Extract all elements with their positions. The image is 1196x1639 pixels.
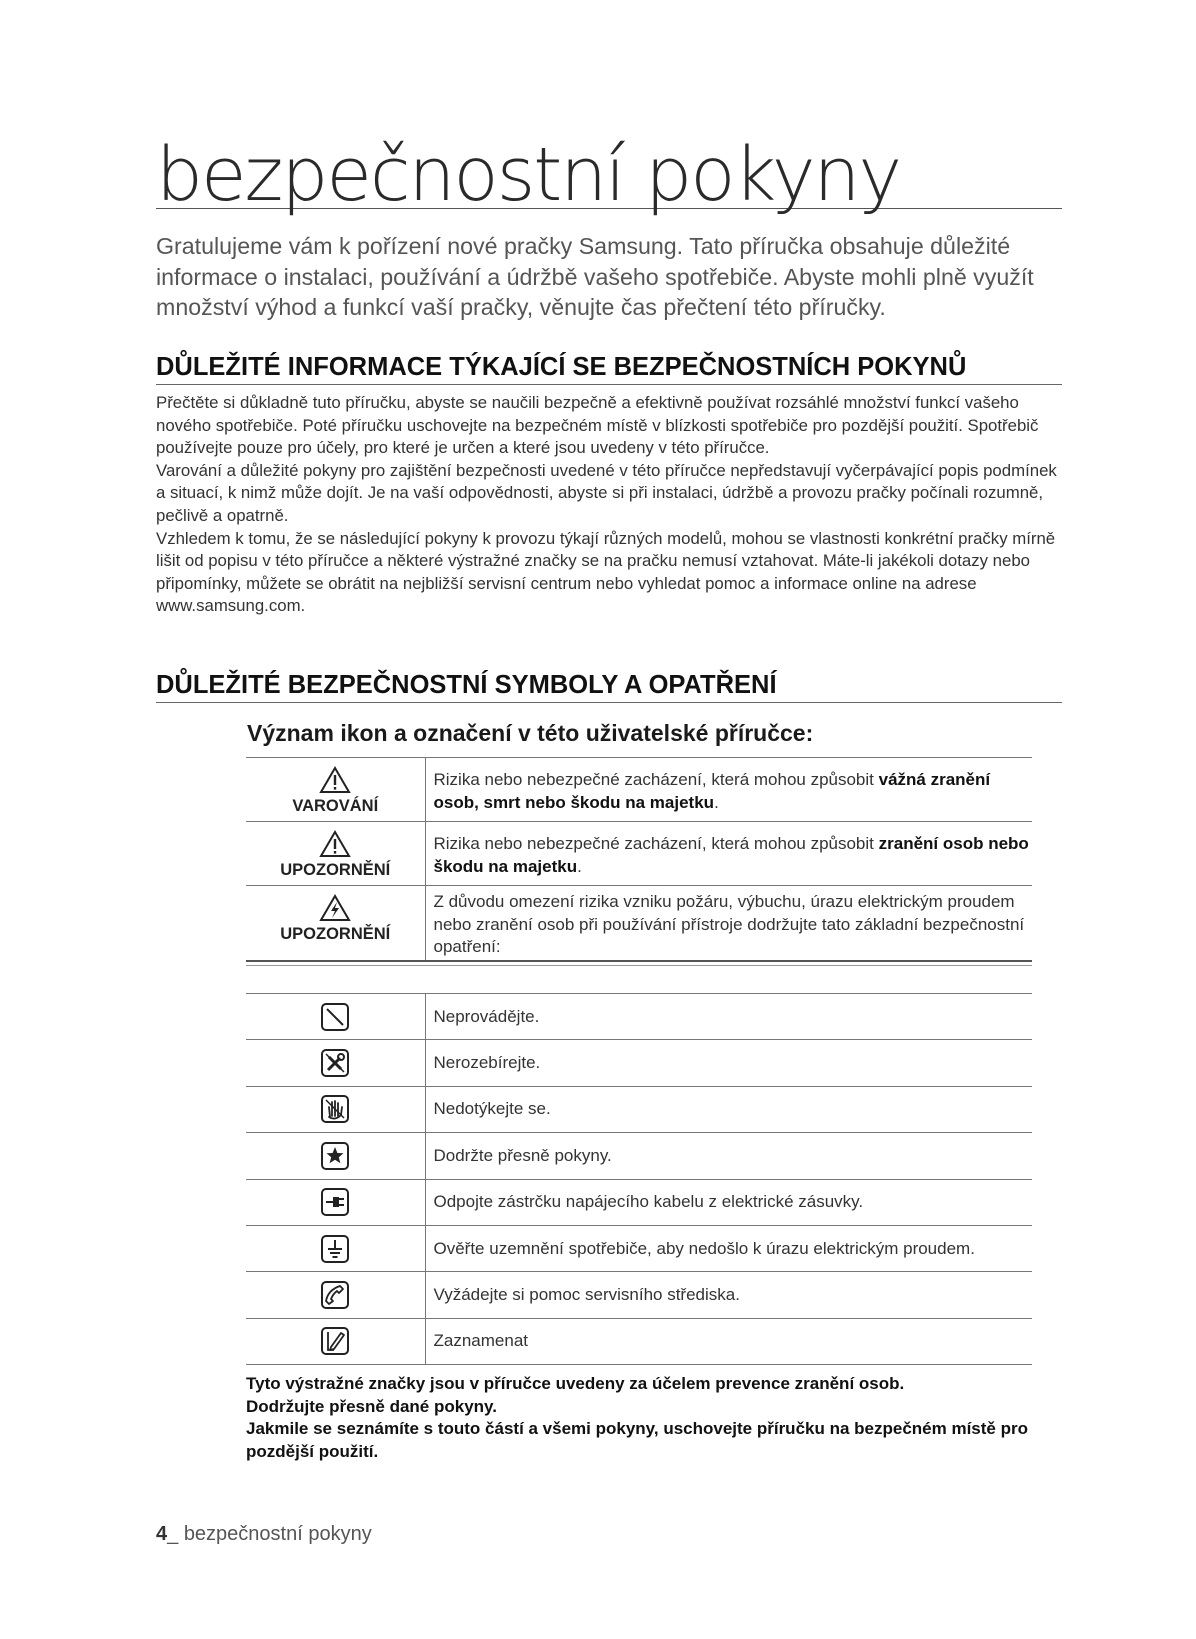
paragraph: Vzhledem k tomu, že se následující pokyny k provozu týkají různých modelů, mohou se vlastnosti konkrétní pračky mírně lišit od popisu v této příručce a některé výstražné značky se na pračku nemusí vztahovat. Máte-li jakékoli dotazy nebo připomínky, můžete se obrátit na nejbližší servisní centrum nebo vyhledat pomoc a informace online na adrese www.samsung.com. bbox=[156, 528, 1056, 616]
footer-separator: _ bbox=[167, 1523, 184, 1545]
page-title: bezpečnostní pokyny bbox=[156, 138, 1062, 209]
do-not-disassemble-icon bbox=[320, 1048, 350, 1078]
paragraph: Varování a důležité pokyny pro zajištění bezpečnosti uvedené v této příručce nepředstavují vyčerpávající popis podmínek a situací, k nimž může dojít. Je na vaší odpovědnosti, abyste si při instalaci, údržbě a provozu pračky počínali rozumně, pečlivě a opatrně. bbox=[156, 460, 1057, 525]
icon-description: Ověřte uzemnění spotřebiče, aby nedošlo k úrazu elektrickým proudem. bbox=[425, 1225, 1032, 1271]
table-row bbox=[246, 1133, 1032, 1179]
table-row bbox=[246, 1272, 1032, 1318]
description-cell: Rizika nebo nebezpečné zacházení, která mohou způsobit vážná zranění osob, smrt nebo škodu na majetku. bbox=[425, 758, 1032, 822]
symbol-cell bbox=[246, 822, 425, 886]
icon-legend-table bbox=[246, 993, 1032, 1365]
icon-description: Odpojte zástrčku napájecího kabelu z elektrické zásuvky. bbox=[425, 1179, 1032, 1225]
caution-triangle-icon bbox=[319, 830, 351, 858]
table-row bbox=[246, 1179, 1032, 1225]
section-info-body bbox=[156, 392, 1062, 618]
table-row bbox=[246, 1086, 1032, 1132]
footer-title: bezpečnostní pokyny bbox=[183, 1523, 372, 1545]
description-cell: Z důvodu omezení rizika vzniku požáru, výbuchu, úrazu elektrickým proudem nebo zranění osob při používání přístroje dodržujte tato základní bezpečnostní opatření: bbox=[425, 886, 1032, 961]
table-row bbox=[246, 1318, 1032, 1364]
signal-label: UPOZORNĚNÍ bbox=[280, 861, 391, 879]
do-not-icon bbox=[320, 1002, 350, 1032]
table-row bbox=[246, 886, 1032, 961]
icon-description: Dodržte přesně pokyny. bbox=[425, 1133, 1032, 1179]
phone-service-icon bbox=[320, 1280, 350, 1310]
table-row bbox=[246, 1225, 1032, 1271]
do-not-touch-icon bbox=[320, 1094, 350, 1124]
symbols-subheading: Význam ikon a označení v této uživatelské příručce: bbox=[247, 720, 814, 746]
icon-description: Nedotýkejte se. bbox=[425, 1086, 1032, 1132]
page-footer bbox=[156, 1523, 372, 1546]
icon-description: Neprovádějte. bbox=[425, 994, 1032, 1040]
follow-instructions-icon bbox=[320, 1141, 350, 1171]
icon-description: Zaznamenat bbox=[425, 1318, 1032, 1364]
icon-description: Vyžádejte si pomoc servisního střediska. bbox=[425, 1272, 1032, 1318]
page-number: 4 bbox=[156, 1523, 168, 1545]
closing-line: Dodržujte přesně dané pokyny. bbox=[246, 1396, 497, 1416]
table-row bbox=[246, 822, 1032, 886]
closing-line: Tyto výstražné značky jsou v příručce uvedeny za účelem prevence zranění osob. bbox=[246, 1374, 905, 1393]
symbol-cell bbox=[246, 886, 425, 961]
intro-paragraph: Gratulujeme vám k pořízení nové pračky Samsung. Tato příručka obsahuje důležité informace o instalaci, používání a údržbě vašeho spotřebiče. Abyste mohli plně využít množství výhod a funkcí vaší pračky, věnujte čas přečtení této příručky. bbox=[156, 233, 1034, 320]
ground-icon bbox=[320, 1234, 350, 1264]
table-row bbox=[246, 758, 1032, 822]
note-icon bbox=[320, 1326, 350, 1356]
warning-triangle-icon bbox=[319, 766, 351, 794]
icon-description: Nerozebírejte. bbox=[425, 1040, 1032, 1086]
divider bbox=[246, 965, 1032, 966]
signal-label: UPOZORNĚNÍ bbox=[280, 925, 391, 943]
electric-hazard-icon bbox=[319, 894, 351, 922]
section-heading-info: DŮLEŽITÉ INFORMACE TÝKAJÍCÍ SE BEZPEČNOSTNÍCH POKYNŮ bbox=[156, 352, 1062, 385]
table-row bbox=[246, 1040, 1032, 1086]
closing-notes bbox=[246, 1373, 1046, 1463]
closing-line: Jakmile se seznámíte s touto částí a všemi pokyny, uschovejte příručku na bezpečném místě pro pozdější použití. bbox=[246, 1419, 1028, 1461]
signal-label: VAROVÁNÍ bbox=[292, 797, 379, 815]
signal-words-table bbox=[246, 757, 1032, 962]
description-cell: Rizika nebo nebezpečné zacházení, která mohou způsobit zranění osob nebo škodu na majetku. bbox=[425, 822, 1032, 886]
symbol-cell bbox=[246, 758, 425, 822]
table-row bbox=[246, 994, 1032, 1040]
unplug-icon bbox=[320, 1187, 350, 1217]
paragraph: Přečtěte si důkladně tuto příručku, abyste se naučili bezpečně a efektivně používat rozsáhlé množství funkcí vašeho nového spotřebiče. Poté příručku uschovejte na bezpečném místě v blízkosti spotřebiče pro pozdější použití. Spotřebič používejte pouze pro účely, pro které je určen a které jsou uvedeny v této příručce. bbox=[156, 393, 1039, 458]
section-heading-symbols: DŮLEŽITÉ BEZPEČNOSTNÍ SYMBOLY A OPATŘENÍ bbox=[156, 670, 1062, 703]
